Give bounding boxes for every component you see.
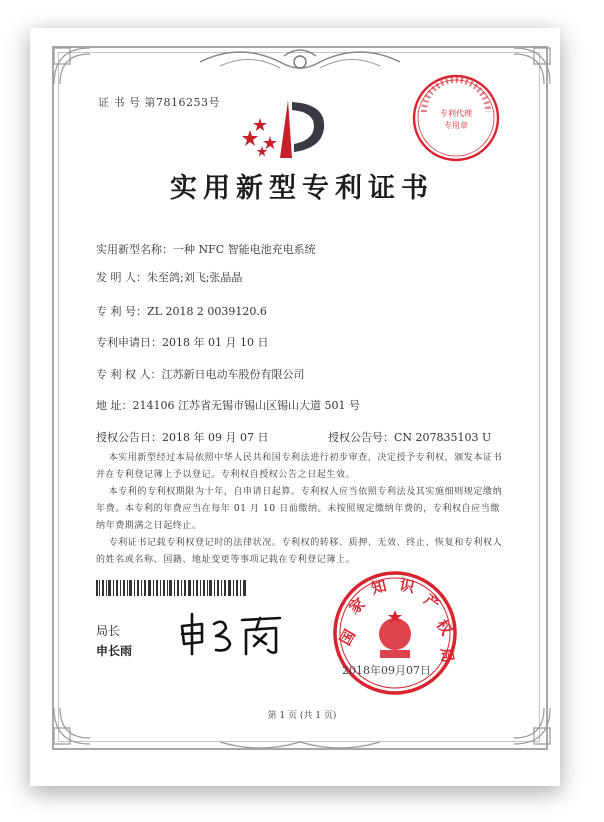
svg-text:国: 国: [336, 626, 360, 649]
field-utility-model-name: [96, 241, 316, 257]
bottom-ornament: [180, 730, 420, 760]
svg-text:局: 局: [436, 646, 457, 664]
field-value: 2018 年 09 月 07 日: [162, 431, 269, 444]
field-label: 实用新型名称：: [96, 243, 173, 256]
svg-text:家: 家: [345, 594, 369, 618]
svg-text:产: 产: [420, 590, 444, 614]
field-label: 授权公告号：: [328, 431, 394, 444]
field-announce-date: [96, 429, 268, 445]
field-value: 一种 NFC 智能电池充电系统: [173, 243, 316, 256]
patent-office-logo: [240, 96, 330, 168]
page-number: 第 1 页 (共 1 页): [267, 711, 337, 721]
field-label: 授权公告日：: [96, 431, 162, 444]
field-application-date: [96, 334, 268, 350]
field-label: 地 址：: [96, 399, 133, 412]
field-value: 2018 年 01 月 10 日: [162, 336, 269, 349]
field-value: 江苏新日电动车股份有限公司: [161, 368, 305, 381]
field-value: ZL 2018 2 0039120.6: [147, 305, 267, 318]
corner-ornament-top-right: [494, 44, 554, 104]
field-address: [96, 397, 360, 413]
barcode: [96, 580, 246, 596]
body-paragraph: 专利证书记载专利权登记时的法律状况。专利权的转移、质押、无效、终止、恢复和专利权人的姓名或名称、国籍、地址变更等事项记载在专利登记簿上。: [96, 538, 503, 565]
field-announce-number: [328, 429, 491, 445]
field-inventors: [96, 269, 242, 285]
field-label: 专 利 号：: [96, 305, 147, 318]
certificate-title: 实用新型专利证书: [170, 173, 434, 204]
national-ip-seal: [330, 568, 460, 698]
body-paragraph: 本实用新型经过本局依照中华人民共和国专利法进行初步审查，决定授予专利权，颁发本证书并在专利登记簿上予以登记。专利权自授权公告之日起生效。: [96, 453, 503, 480]
field-value: CN 207835103 U: [394, 431, 492, 444]
field-patent-number: [96, 303, 267, 319]
field-patentee: [96, 366, 305, 382]
chief-title: 局长: [96, 624, 121, 638]
body-paragraph: 本专利的专利权期限为十年，自申请日起算。专利权人应当依照专利法及其实施细则规定缴纳年费。本专利的年费应当在每年 01 月 10 日前缴纳。未按照规定缴纳年费的，专利权自应当缴纳年费期满之日起终止。: [96, 487, 503, 531]
certificate-number: 证 书 号 第7816253号: [98, 96, 220, 109]
field-value: 朱至鸽;刘飞;张晶晶: [147, 271, 243, 284]
svg-text:权: 权: [432, 616, 456, 639]
field-label: 发 明 人：: [96, 271, 147, 284]
field-value: 214106 江苏省无锡市锡山区锡山大道 501 号: [132, 399, 360, 412]
svg-text:专利代理: 专利代理: [440, 109, 472, 118]
svg-text:专用章: 专用章: [444, 121, 468, 130]
field-label: 专利申请日：: [96, 336, 162, 349]
certificate-body-text: [96, 450, 506, 569]
seal-date: 2018年09月07日: [342, 664, 431, 677]
handwritten-signature: [176, 610, 286, 658]
chief-name: 申长雨: [96, 644, 133, 658]
field-label: 专 利 权 人：: [96, 368, 162, 381]
svg-text:知: 知: [369, 576, 389, 598]
top-ornament: [180, 40, 420, 84]
agency-seal-top-right: [410, 72, 502, 164]
svg-text:识: 识: [397, 575, 417, 597]
